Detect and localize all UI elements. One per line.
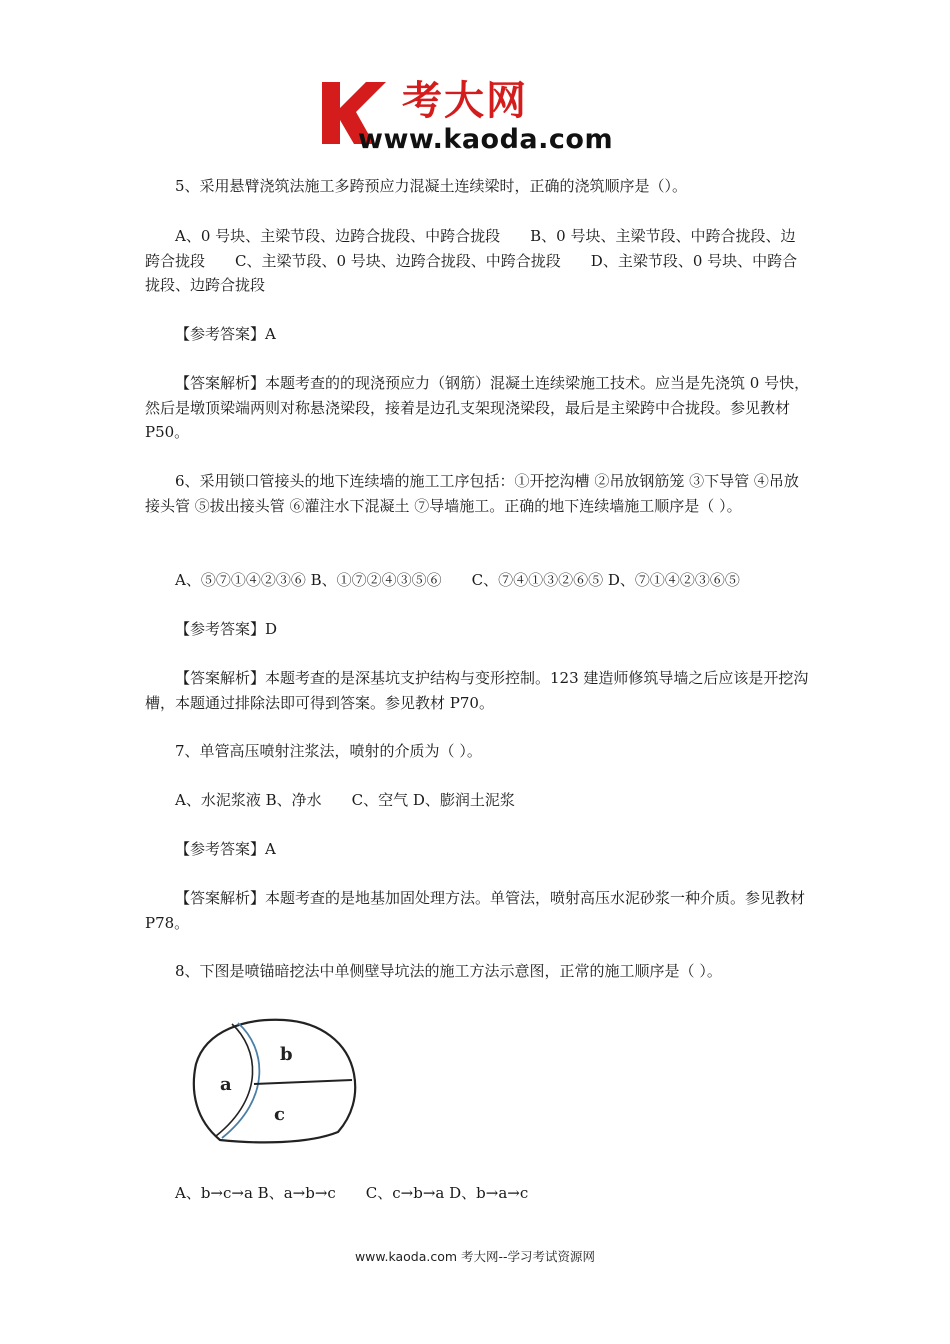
q6-analysis: 【答案解析】本题考查的是深基坑支护结构与变形控制。123 建造师修筑导墙之后应该是开挖沟槽，本题通过排除法即可得到答案。参见教材 P70。 xyxy=(145,669,809,712)
q5-options: A、0 号块、主梁节段、边跨合拢段、中跨合拢段 B、0 号块、主梁节段、中跨合拢段、边跨合拢段 C、主梁节段、0 号块、边跨合拢段、中跨合拢段 D、主梁节段、0 号块、中跨合拢段、边跨合拢段 xyxy=(145,227,798,294)
q7-analysis: 【答案解析】本题考查的是地基加固处理方法。单管法，喷射高压水泥砂浆一种介质。参见教材 P78。 xyxy=(145,889,806,932)
logo-name: 考大网 xyxy=(402,78,528,124)
logo-url: www.kaoda.com xyxy=(358,124,614,155)
q8-stem: 8、下图是喷锚暗挖法中单侧壁导坑法的施工方法示意图，正常的施工顺序是（ ）。 xyxy=(175,962,722,980)
q7-stem: 7、单管高压喷射注浆法，喷射的介质为（ ）。 xyxy=(175,742,482,760)
tunnel-section-diagram xyxy=(188,1012,368,1152)
q5-answer: 【参考答案】A xyxy=(175,325,276,343)
q6-answer: 【参考答案】D xyxy=(175,620,278,638)
q6-stem: 6、采用锁口管接头的地下连续墙的施工工序包括：①开挖沟槽 ②吊放钢筋笼 ③下导管 ④吊放接头管 ⑤拔出接头管 ⑥灌注水下混凝土 ⑦导墙施工。正确的地下连续墙施工顺序是（ ）。 xyxy=(145,472,799,515)
q7-answer: 【参考答案】A xyxy=(175,840,276,858)
q5-analysis: 【答案解析】本题考查的的现浇预应力（钢筋）混凝土连续梁施工技术。应当是先浇筑 0 号快，然后是墩顶梁端两则对称悬浇梁段，接着是边孔支架现浇梁段，最后是主梁跨中合拢段。参见教材 P50。 xyxy=(145,374,810,441)
label-a: a xyxy=(220,1074,232,1095)
q8-options: A、b→c→a B、a→b→c C、c→b→a D、b→a→c xyxy=(175,1184,529,1202)
q5-stem: 5、采用悬臂浇筑法施工多跨预应力混凝土连续梁时，正确的浇筑顺序是（）。 xyxy=(175,177,688,195)
q7-options: A、水泥浆液 B、净水 C、空气 D、膨润土泥浆 xyxy=(175,791,515,809)
horizontal-divider xyxy=(254,1080,352,1084)
page-footer: www.kaoda.com 考大网--学习考试资源网 xyxy=(354,1249,596,1264)
site-logo xyxy=(318,78,638,160)
q6-options: A、⑤⑦①④②③⑥ B、①⑦②④③⑤⑥ C、⑦④①③②⑥⑤ D、⑦①④②③⑥⑤ xyxy=(175,571,740,589)
label-b: b xyxy=(280,1044,293,1065)
label-c: c xyxy=(274,1104,285,1125)
